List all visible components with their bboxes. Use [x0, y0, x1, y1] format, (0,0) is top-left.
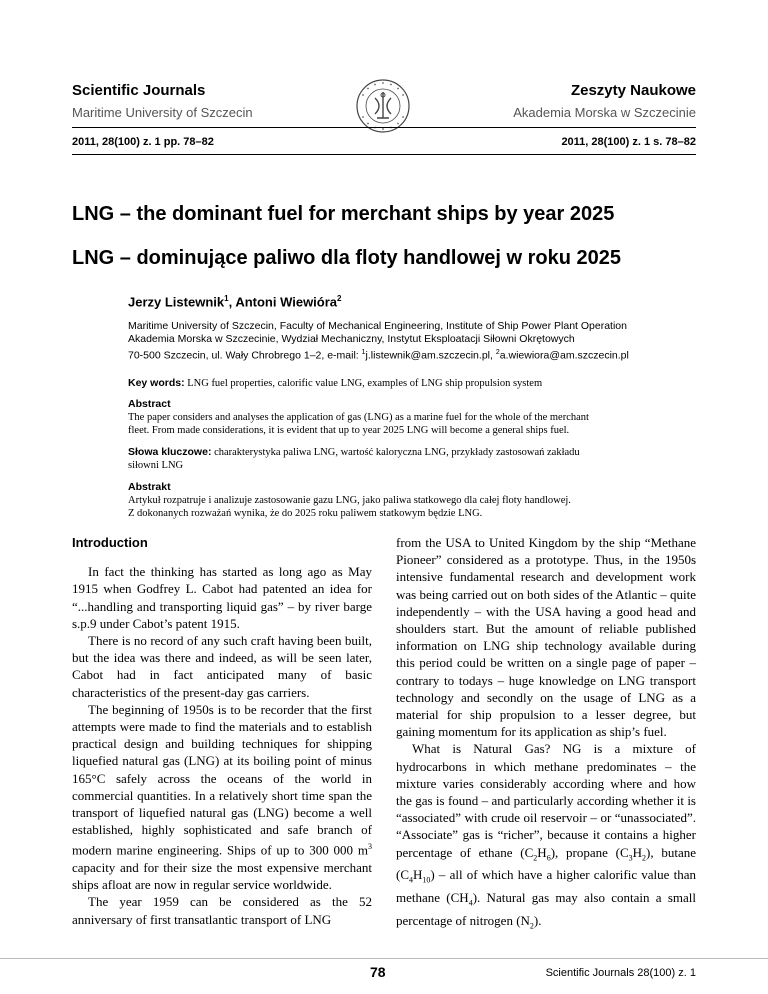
journal-title-pl: Zeszyty Naukowe	[570, 82, 696, 99]
section-heading-introduction: Introduction	[72, 535, 148, 550]
keywords-pl: Słowa kluczowe: charakterystyka paliwa LNG, wartość kaloryczna LNG, przykłady zastosowań zakładu siłowni LNG	[128, 446, 580, 471]
abstract-text: The paper considers and analyses the application of gas (LNG) as a marine fuel for the whole of the merchant fleet. From made considerations, it is evident that up to year 2025 LNG will become a general ships fuel.	[128, 412, 589, 436]
author-1-sup: 1	[224, 294, 229, 303]
email-1[interactable]: j.listewnik@am.szczecin.pl,	[365, 349, 496, 362]
footer-journal: Scientific Journals 28(100) z. 1	[545, 967, 696, 979]
keywords	[128, 377, 696, 390]
article-title-en: LNG – the dominant fuel for merchant ships by year 2025	[72, 203, 615, 225]
email-2[interactable]: a.wiewiora@am.szczecin.pl	[499, 349, 629, 362]
body-column-right	[396, 534, 696, 935]
affiliation-line-1: Maritime University of Szczecin, Faculty of Mechanical Engineering, Institute of Ship Power Plant Operation	[128, 320, 627, 332]
abstract-pl-heading: Abstrakt	[128, 481, 171, 493]
paragraph: There is no record of any such craft having been built, but the idea was there and indeed, as will be seen later, Cabot had in fact anticipated many of basic characteristics of the present-day gas carriers.	[72, 633, 372, 700]
paragraph: What is Natural Gas? NG is a mixture of hydrocarbons in which methane predominates – the mixture varies considerably according where and how the gas is found – and particularly according whether it is “associated” with crude oil reservoir – or “unassociated”. “Associate” gas is “richer”, because it contains a higher percentage of ethane $(C_2H_6)$, propane $(C_3H_2)$, butane $(C_4H_{10})$ – all of which have a higher calorific value than methane $(CH_4)$. Natural gas may also contain a small percentage of nitrogen $(N_2)$.	[396, 741, 697, 931]
issue-info-pl: 2011, 28(100) z. 1 s. 78–82	[561, 136, 696, 148]
paragraph: In fact the thinking has started as long ago as May 1915 when Godfrey L. Cabot had patented an idea for “...handling and transporting liquid gas” – by river barge s.p.9 under Cabot’s patent 1915.	[72, 564, 372, 631]
abstract-pl-text: Artykuł rozpatruje i analizuje zastosowanie gazu LNG, jako paliwa statkowego dla całej floty handlowej. Z dokonanych rozważań wynika, że do 2025 roku paliwem statkowym będzie LNG.	[128, 495, 571, 519]
affiliation-line-3: 70-500 Szczecin, ul. Wały Chrobrego 1–2, e-mail: $^1$j.listewnik@am.szczecin.pl, $^2$a.wiewiora@am.szczecin.pl	[128, 349, 629, 362]
university-seal-icon	[355, 78, 411, 134]
author-2-sup: 2	[337, 294, 342, 303]
paragraph: The beginning of 1950s is to be recorder that the first attempts were made to find the materials and to establish practical design and building techniques for shipping liquefied natural gas (LNG) at its boiling point of minus 165°C safely across the oceans of the world in commercial quantities. In a relatively short time span the transport of liquefied natural gas (LNG) become a well established, highly sophisticated and safe branch of modern marine engineering. Ships of up to 300 000 $m^3$ capacity and for their size the most expensive merchant ships afloat are now in regular service worldwide.	[72, 701, 372, 893]
paragraph: The year 1959 can be considered as the 52 anniversary of first transatlantic transport of LNG	[72, 894, 372, 927]
keywords-pl-label: Słowa kluczowe:	[128, 446, 212, 458]
journal-title-en: Scientific Journals	[72, 82, 206, 99]
page-number: 78	[370, 964, 386, 980]
body-column-left	[72, 534, 372, 928]
issue-info-en: 2011, 28(100) z. 1 pp. 78–82	[72, 136, 214, 148]
author-separator: ,	[228, 294, 236, 310]
header-rule-bottom	[72, 154, 696, 155]
journal-publisher-pl: Akademia Morska w Szczecinie	[513, 105, 696, 120]
authors	[128, 294, 341, 309]
column-divider	[0, 958, 768, 959]
author-1: Jerzy Listewnik	[128, 294, 225, 310]
abstract-heading: Abstract	[128, 398, 171, 410]
author-2: Antoni Wiewióra	[235, 294, 338, 310]
keywords-text: LNG fuel properties, calorific value LNG, examples of LNG ship propulsion system	[187, 378, 543, 389]
article-title-pl: LNG – dominujące paliwo dla floty handlowej w roku 2025	[72, 247, 621, 269]
keywords-label: Key words:	[128, 377, 185, 389]
journal-publisher-en: Maritime University of Szczecin	[72, 105, 253, 120]
affiliation-line-2: Akademia Morska w Szczecinie, Wydział Mechaniczny, Instytut Eksploatacji Siłowni Okrętowych	[128, 333, 575, 345]
header-rule-top	[72, 127, 696, 128]
paragraph: from the USA to United Kingdom by the ship “Methane Pioneer” considered as a prototype. Thus, in the 1950s intensive fundamental research and development work was being carried out on both sides of the Atlantic – quite independently – with the USA having a good head and shoulders start. But the amount of reliable published information on LNG ship technology available during this period could be written on a single page of paper – contrary to todays – huge knowledge on LNG transport technology and secondly on the usage of LNG as a material for ship propulsion to a lesser degree, but gaining momentum for its application as ship’s fuel.	[396, 535, 697, 740]
affiliation	[128, 320, 708, 363]
